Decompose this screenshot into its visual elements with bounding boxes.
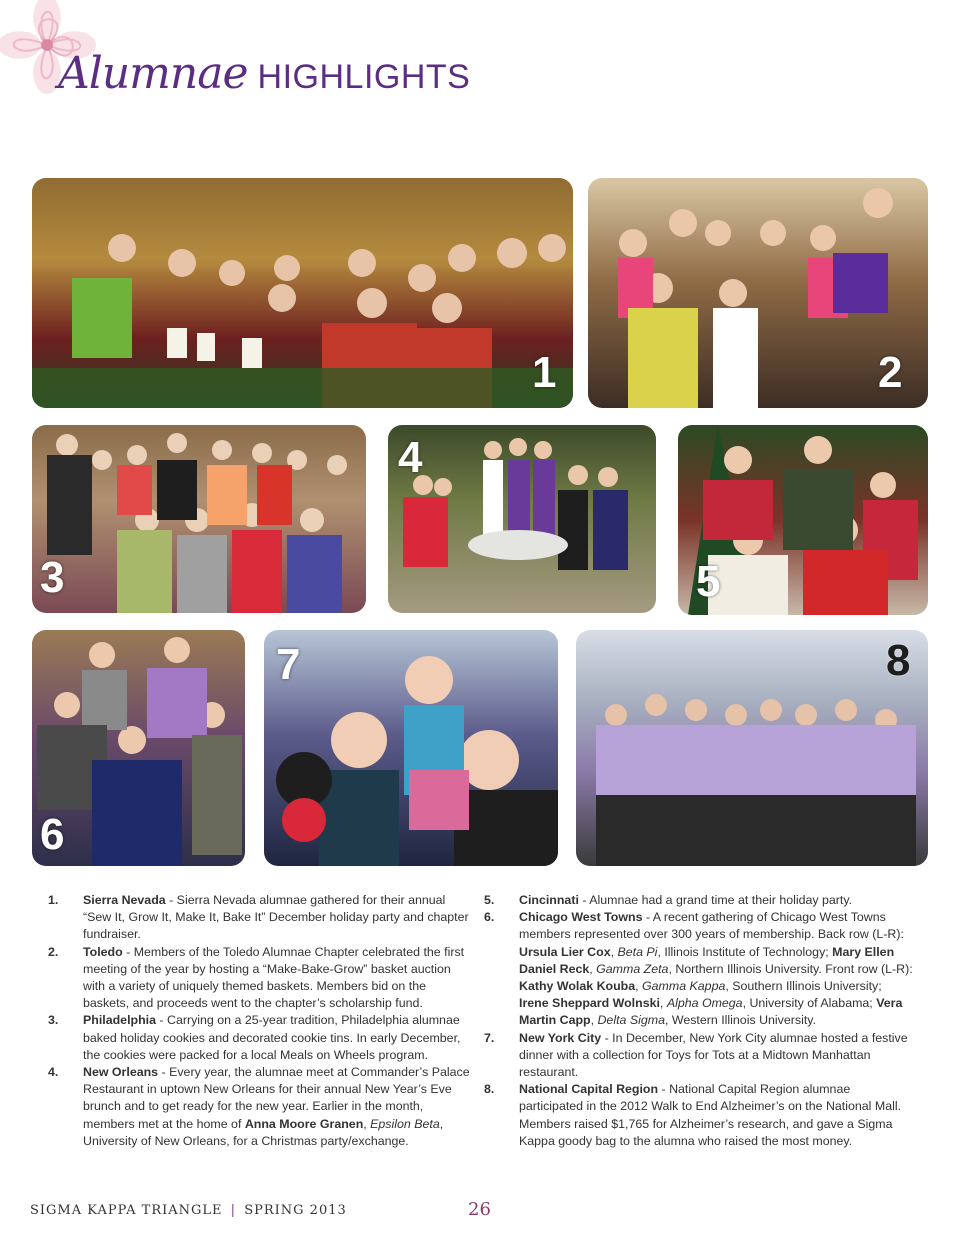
caption-person-name: Kathy Wolak Kouba [519,979,636,994]
caption-chapter-affiliation: Beta Pi [617,944,658,959]
caption-number: 7. [484,1030,495,1045]
captions-left-column [48,892,473,1150]
caption-text: - National Capital Region alumnae participated in the 2012 Walk to End Alzheimer’s on the National Mall. Members raised $1,765 for Alzheimer’s research, and gave a Sigma Kappa goody bag to the alumna who raised the most money. [519,1082,902,1148]
caption-item [484,892,914,909]
caption-person-name: Irene Sheppard Wolnski [519,996,660,1011]
caption-chapter-name: Chicago West Towns [519,910,643,925]
caption-text: - In December, New York City alumnae hosted a festive dinner with a collection for Toys for Tots at a Midtown Manhattan restaurant. [519,1030,908,1080]
page-number: 26 [468,1199,491,1220]
footer-publication-line [30,1203,347,1218]
caption-number: 5. [484,893,495,907]
caption-item [48,892,473,944]
caption-chapter-name: New Orleans [83,1065,159,1080]
caption-text: , University of Alabama; [742,996,877,1011]
footer-publication: SIGMA KAPPA TRIANGLE [30,1203,223,1218]
caption-chapter-affiliation: Alpha Omega [666,996,743,1011]
photo-number-6: 6 [40,810,65,859]
caption-text: , Western Illinois University. [664,1013,817,1028]
photo-new-orleans [388,425,656,613]
caption-text: - A recent gathering of Chicago West Towns members represented over 300 years of membership. Back row (L-R): [519,910,904,942]
caption-text: - Carrying on a 25-year tradition, Philadelphia alumnae baked holiday cookies and decorated cookie tins. In early December, the cookies were packed for a local Meals on Wheels program. [83,1013,461,1062]
caption-chapter-affiliation: Gamma Zeta [596,961,669,976]
photo-number-4: 4 [398,433,423,482]
caption-item [484,1081,914,1150]
caption-text: , Southern Illinois University; [725,979,882,994]
caption-chapter-name: New York City [519,1030,602,1045]
caption-person-name: Mary Ellen Daniel Reck [519,944,895,976]
caption-person-name: Ursula Lier Cox [519,944,611,959]
photo-number-8: 8 [886,636,911,685]
captions-right-column [484,892,914,1150]
caption-item: 6. Chicago West Towns - A recent gathering of Chicago West Towns members represented over 300 years of membership. Back row (L-R): Ursula Lier Cox, Beta Pi, Illinois Institute of Technology; Mary Ellen Daniel Reck, Gamma Zeta, Northern Illinois University. Front row (L-R): Kathy Wolak Kouba, Gamma Kappa, Southern Illinois University; Irene Sheppard Wolnski, Alpha Omega, University of Alabama; Vera Martin Capp, Delta Sigma, Western Illinois University. [484,909,914,1029]
caption-text: - Alumnae had a grand time at their holiday party. [578,893,853,907]
caption-person-name: Vera Martin Capp [519,996,903,1028]
caption-chapter-name: Cincinnati [519,893,579,907]
caption-person-name: Anna Moore Granen [244,1116,364,1131]
photo-sierra-nevada [32,178,573,408]
caption-number: 6. [484,910,495,925]
caption-chapter-name: Philadelphia [83,1013,156,1028]
caption-chapter-affiliation: Epsilon Beta [370,1116,440,1131]
caption-item [484,1030,914,1082]
photo-number-7: 7 [276,640,301,689]
caption-number: 8. [484,1082,495,1097]
caption-chapter-name: National Capital Region [519,1082,659,1097]
caption-number: 1. [48,893,59,907]
caption-text: , University of New Orleans, for a Christmas party/exchange. [83,1116,444,1148]
caption-text: , Illinois Institute of Technology; [657,944,833,959]
caption-item [48,1012,473,1064]
footer-separator: | [230,1203,237,1218]
photo-number-3: 3 [40,553,65,602]
caption-chapter-affiliation: Delta Sigma [597,1013,665,1028]
caption-text: - Members of the Toledo Alumnae Chapter celebrated the first meeting of the year by hosting a “Make-Bake-Grow” basket auction with a variety of uniquely themed baskets. Members bid on the baskets, and proceeds went to the chapter’s scholarship fund. [83,944,465,1011]
caption-chapter-name: Toledo [83,944,123,959]
photo-number-1: 1 [532,348,557,397]
caption-number: 3. [48,1013,59,1028]
photo-new-york-city [264,630,558,866]
footer-issue: SPRING 2013 [244,1203,347,1218]
page-title [58,48,470,118]
photo-national-capital-region [576,630,928,866]
caption-chapter-name: Sierra Nevada [83,893,166,907]
photo-number-2: 2 [878,348,903,397]
title-script-word: Alumnae [58,48,248,99]
photo-philadelphia [32,425,366,613]
caption-number: 4. [48,1065,59,1080]
photo-chicago-west-towns [32,630,245,866]
photo-cincinnati [678,425,928,615]
caption-item: 4. New Orleans - Every year, the alumnae meet at Commander’s Palace Restaurant in uptown New Orleans for their annual New Year’s Eve brunch and to get ready for the new year. Earlier in the month, members met at the home of Anna Moore Granen, Epsilon Beta, University of New Orleans, for a Christmas party/exchange. [48,1064,473,1150]
title-caps-word: HIGHLIGHTS [257,58,471,96]
caption-item [48,944,473,1013]
caption-text: - Every year, the alumnae meet at Commander’s Palace Restaurant in uptown New Orleans for their annual New Year’s Eve brunch and to get ready for the new year. Earlier in the month, members met at the home of [83,1065,470,1131]
caption-chapter-affiliation: Gamma Kappa [642,979,726,994]
caption-text: - Sierra Nevada alumnae gathered for their annual “Sew It, Grow It, Make It, Bake It” December holiday party and chapter fundraiser. [83,893,469,942]
photo-number-5: 5 [696,557,721,606]
caption-text: , Northern Illinois University. Front row (L-R): [668,961,913,976]
photo-toledo [588,178,928,408]
caption-number: 2. [48,944,59,959]
